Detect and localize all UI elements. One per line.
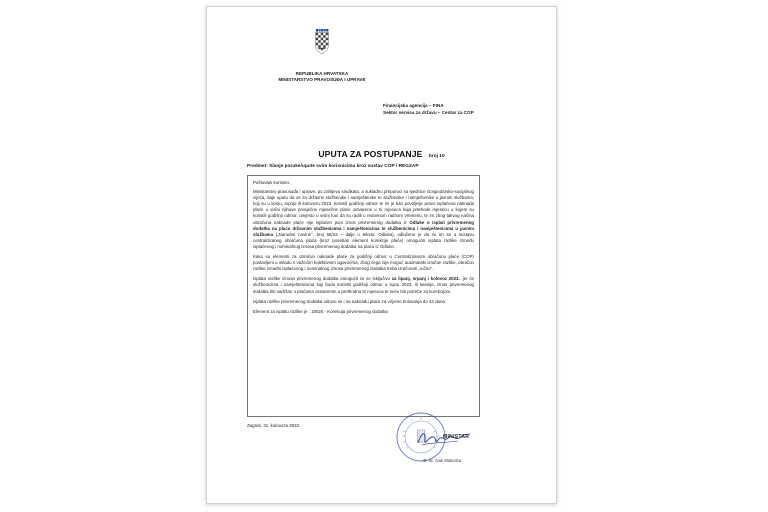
document-page (206, 6, 557, 504)
letterhead-country: REPUBLIKA HRVATSKA (295, 71, 349, 76)
recipient-block (383, 103, 474, 116)
recipient-line-2: Sektor servisa za državu – Centar za COP (383, 109, 474, 115)
body-box (247, 175, 480, 417)
paragraph-3 (253, 276, 474, 294)
greeting: Poštovani korisnici, (253, 180, 291, 185)
paragraph-3-a: Isplata razlike iznosa privremenog dodatka omogućit će se isključivo (253, 276, 392, 282)
letterhead-ministry: MINISTARSTVO PRAVOSUĐA I UPRAVE (278, 77, 366, 82)
paragraph-2: Kako su elementi za obračun naknade plaće za godišnji odmor u Centraliziranom obračunu plaće (COP) postavljeni u skladu s važećim kolektivnim ugovorima, zbog čega nije moguć automatski izračun razlike, obračun razlike između isplaćenog i nominalnog iznosa privremenog dodatka treba izračunati „ručno". (253, 254, 474, 272)
paragraph-5: Element za isplatu razlike je : 18026 - Korekcija privremenog dodatka (253, 308, 388, 314)
coat-of-arms-icon (315, 29, 329, 55)
document-subject: Predmet: Slanje poruke/upute svim korisnicima kroz sustav COP i REGZAP (247, 164, 419, 169)
paragraph-1-a: Ministarstvo pravosuđa i uprave, po zahtjevu sindikata, a sukladno preporuci sa sjednice Gospodarsko-socijalnog vijeća, daje uputu da se za državne službenike i namještenike te službenike i namještenike u javnim službama, koji su u lipnju, srpnju ili kolovozu 2023. koristili godišnji odmor te im je kao povoljnije pravo isplaćena naknada plaće u visini njihove prosječne mjesečne plaće ostvarene u tri mjeseca koja prethode mjesecu u kojem su koristili godišnji odmor, umjesto u visini kao da su radili u redovnom radnom vremenu, te im zbog takvog načina obračuna naknade plaće nije isplaćen puni iznos privremenog dodatka iz (253, 189, 474, 225)
place-date: Zagreb, 31. kolovoza 2023. (247, 423, 301, 428)
paragraph-3-bold: za lipanj, srpanj i kolovoz 2023. (391, 276, 460, 282)
paragraph-1-bold: Odluke o isplati privremenog dodatka na plaću državnim službenicima i namještenicima te službenicima i namještenicima u javnim službama (253, 219, 474, 237)
minister-name: dr. sc. Ivan Malenica (423, 458, 462, 463)
paragraph-1-c: („Narodne novine", broj 65/23 – dalje u tekstu: Odluka), odlučeno je da će im se u sustavu centraliziranog obračuna plaća (kroz poseban element korekcije plaće) omogućiti isplata razlike između isplaćenog i nominalnog iznosa privremenog dodatka na plaću iz Odluke. (253, 231, 474, 249)
letterhead (257, 71, 387, 83)
recipient-line-1: Financijska agencija – FINA (383, 103, 444, 108)
minister-title: MINISTAR (443, 434, 470, 440)
paragraph-3-c: , jer će službenicima i namještenicima koji budu koristili godišnji odmor u rujnu 2023. ili kasnije, iznos privremenog dodatka biti sadržan u plaćama ostvarenim u prethodna tri mjeseca te neće biti potrebe za korekcijom. (253, 276, 474, 294)
document-number: broj 10 (428, 154, 445, 159)
document-title (207, 144, 556, 162)
paragraph-4: Isplata razlike privremenog dodatka odnosi se i na naknadu plaće za vrijeme bolovanja do 42 dana. (253, 298, 447, 304)
document-title-text: UPUTA ZA POSTUPANJE (318, 149, 423, 159)
paragraph-1 (253, 189, 474, 250)
